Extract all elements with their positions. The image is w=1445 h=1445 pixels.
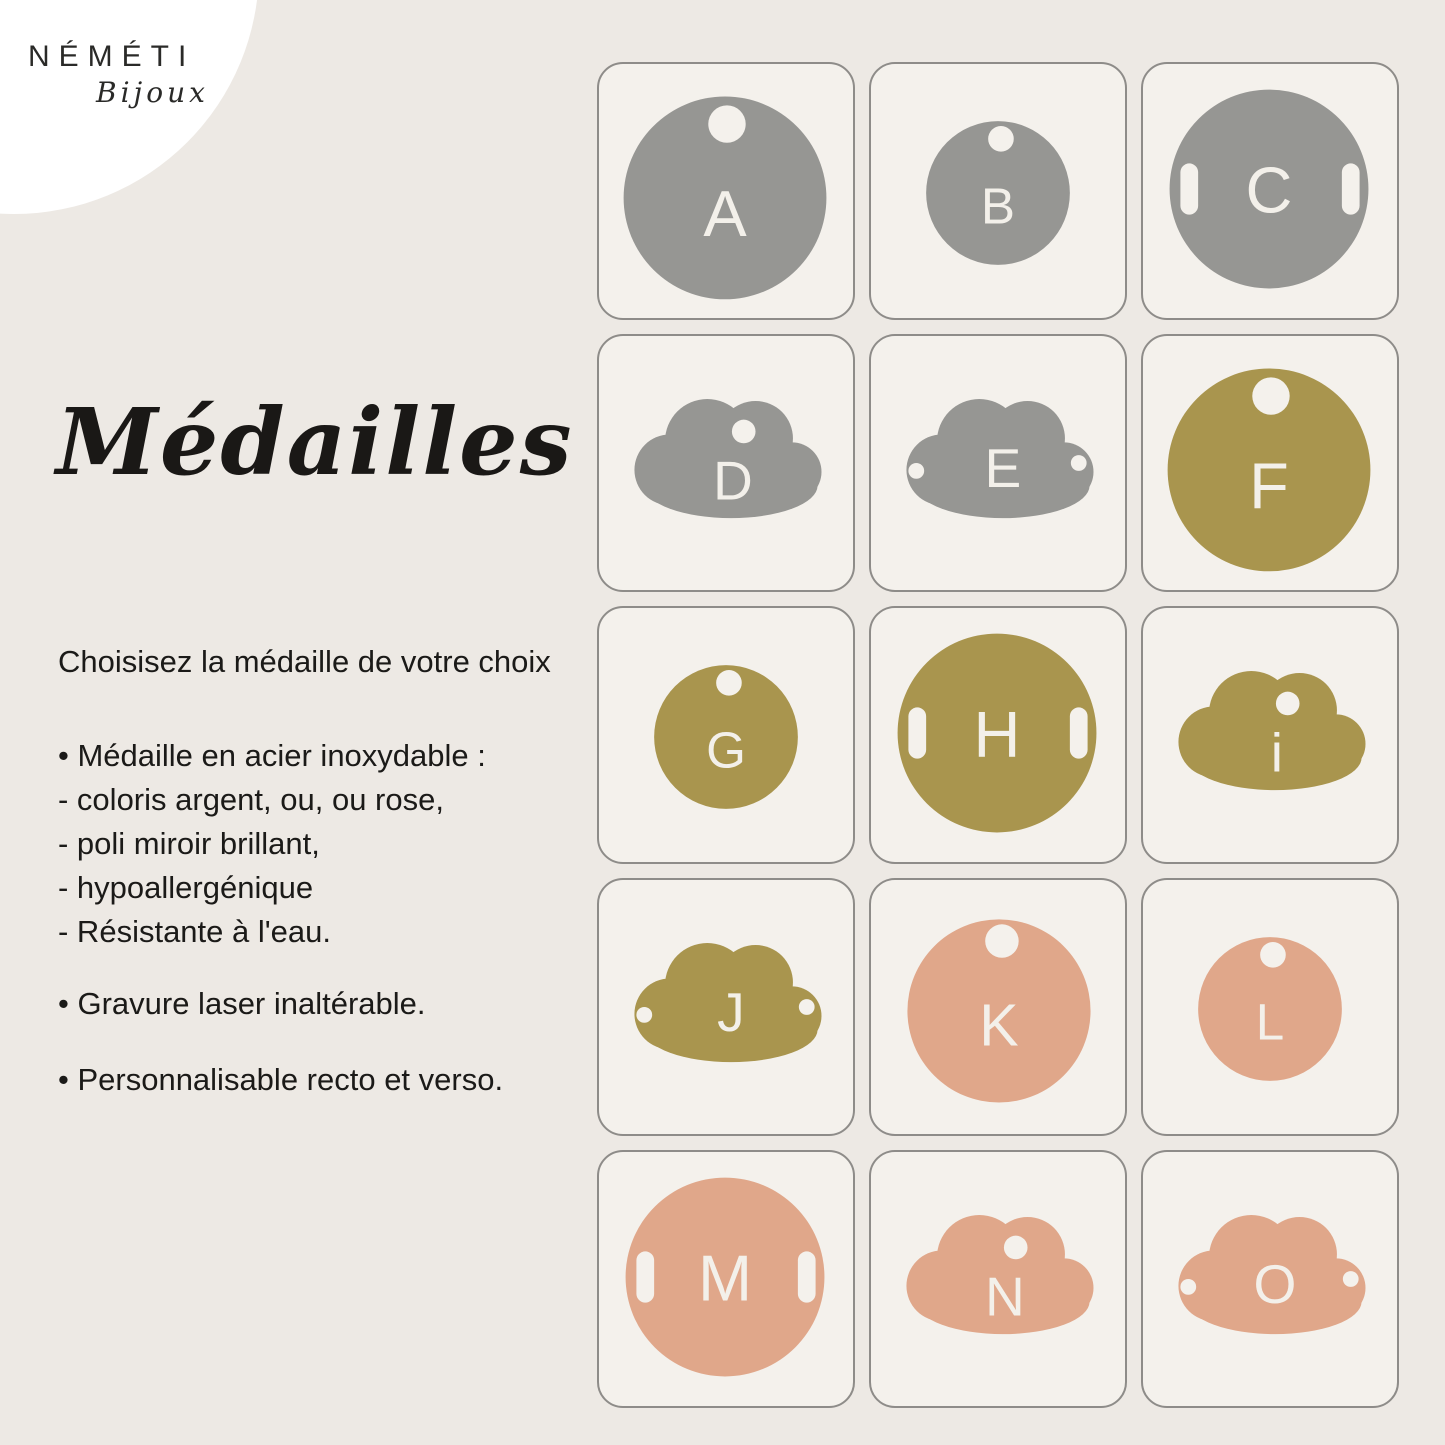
medal-cell-a (597, 62, 855, 320)
medal-cell-n (869, 1150, 1127, 1408)
feature-line: - hypoallergénique (58, 870, 314, 905)
feature-line: - Résistante à l'eau. (58, 914, 332, 949)
medal-cell-g (597, 606, 855, 864)
medal-graphic-m (599, 1152, 853, 1406)
medal-graphic-b (871, 64, 1125, 318)
medal-cell-j (597, 878, 855, 1136)
medal-grid (597, 62, 1399, 1408)
medal-letter: L (1255, 993, 1285, 1051)
medal-letter: O (1253, 1252, 1297, 1315)
laser-line: • Gravure laser inaltérable. (58, 986, 426, 1021)
medal-graphic-f (1143, 336, 1397, 590)
medal-cell-h (869, 606, 1127, 864)
feature-line: - coloris argent, ou, ou rose, (58, 782, 444, 817)
medal-letter: D (712, 449, 753, 512)
medal-letter: i (1270, 721, 1284, 784)
medal-cell-d (597, 334, 855, 592)
medal-letter: N (984, 1265, 1025, 1328)
medal-cell-f (1141, 334, 1399, 592)
medal-letter: B (980, 177, 1016, 235)
medal-cell-m (597, 1150, 855, 1408)
medal-cell-c (1141, 62, 1399, 320)
medal-letter: J (717, 980, 745, 1043)
intro-text: Choisisez la médaille de votre choix (58, 644, 551, 679)
medal-graphic-c (1143, 64, 1397, 318)
medal-graphic-a (599, 64, 853, 318)
medal-cell-b (869, 62, 1127, 320)
perso-line: • Personnalisable recto et verso. (58, 1062, 504, 1097)
medal-graphic-l (1143, 880, 1397, 1134)
medal-graphic-o (1143, 1152, 1397, 1406)
medal-cell-e (869, 334, 1127, 592)
brand-subtitle: Bijoux (96, 76, 209, 109)
medal-graphic-j (599, 880, 853, 1134)
medal-letter: G (706, 721, 746, 779)
medal-graphic-i (1143, 608, 1397, 862)
brand-name: NÉMÉTI (28, 40, 196, 73)
feature-line: • Médaille en acier inoxydable : (58, 738, 486, 773)
medal-letter: E (984, 436, 1022, 499)
medal-letter: F (1249, 449, 1289, 523)
medal-cell-l (1141, 878, 1399, 1136)
page-title: Médailles (56, 388, 574, 496)
medal-graphic-n (871, 1152, 1125, 1406)
medal-graphic-k (871, 880, 1125, 1134)
medal-letter: K (979, 992, 1019, 1059)
medal-cell-i (1141, 606, 1399, 864)
medal-letter: H (973, 697, 1021, 771)
medal-graphic-g (599, 608, 853, 862)
medal-graphic-e (871, 336, 1125, 590)
medal-letter: C (1245, 153, 1293, 227)
medal-letter: A (703, 177, 747, 251)
medal-graphic-h (871, 608, 1125, 862)
medal-letter: M (697, 1241, 753, 1315)
medal-graphic-d (599, 336, 853, 590)
medal-cell-k (869, 878, 1127, 1136)
feature-line: - poli miroir brillant, (58, 826, 320, 861)
medal-cell-o (1141, 1150, 1399, 1408)
description-block (58, 640, 603, 1102)
